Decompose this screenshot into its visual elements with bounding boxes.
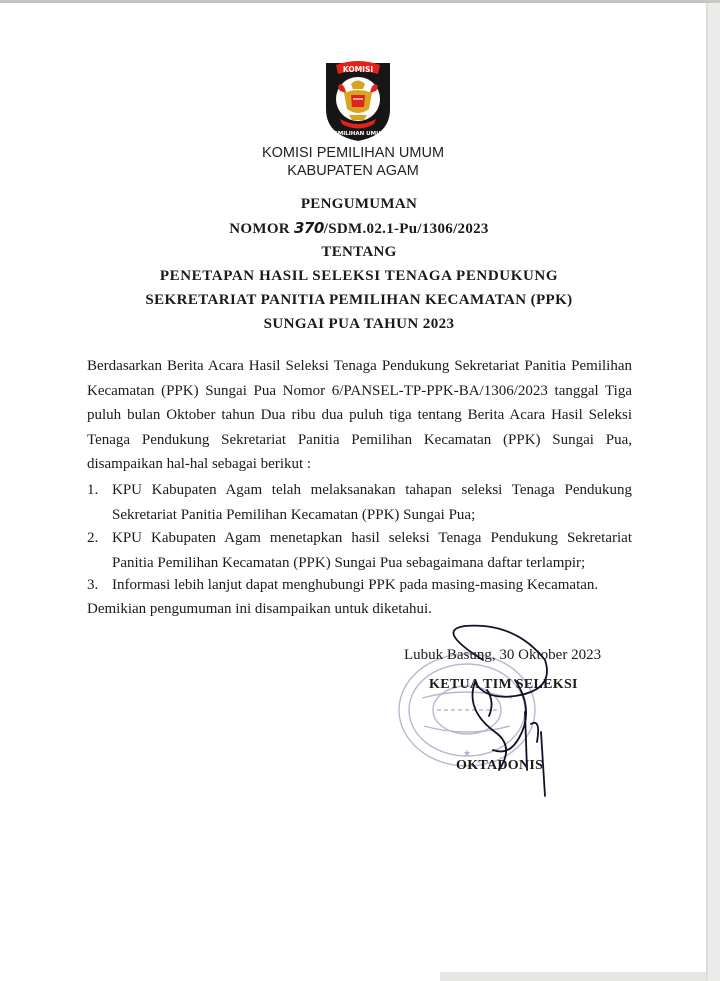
list-item: [87, 573, 632, 598]
list-item-number: 2.: [87, 530, 99, 546]
list-item-text: Informasi lebih lanjut dapat menghubungi PPK pada masing-masing Kecamatan.: [112, 577, 599, 593]
list-item-text: KPU Kabupaten Agam menetapkan hasil seleksi Tenaga Pendukung Sekretariat Panitia Pemilihan Kecamatan (PPK) Sungai Pua sebagaimana daftar terlampir;: [112, 530, 632, 571]
svg-text:★: ★: [462, 749, 472, 759]
subject-line-1: PENETAPAN HASIL SELEKSI TENAGA PENDUKUNG: [159, 268, 559, 284]
document-title: PENGUMUMAN: [300, 196, 418, 212]
list-item-number: 1.: [87, 482, 99, 498]
kpu-emblem-icon: [322, 57, 394, 143]
list-item-text: KPU Kabupaten Agam telah melaksanakan tahapan seleksi Tenaga Pendukung Sekretariat Panitia Pemilihan Kecamatan (PPK) Sungai Pua;: [112, 482, 632, 523]
organization-name: KOMISI PEMILIHAN UMUM: [261, 145, 445, 161]
logo-bottom-text: PEMILIHAN UMUM: [329, 131, 387, 137]
signatory-role: KETUA TIM SELEKSI: [429, 677, 578, 692]
subject-line-2: SEKRETARIAT PANITIA PEMILIHAN KECAMATAN (PPK): [145, 292, 573, 308]
intro-paragraph: Berdasarkan Berita Acara Hasil Seleksi Tenaga Pendukung Sekretariat Panitia Pemilihan Kecamatan (PPK) Sungai Pua Nomor 6/PANSEL-TP-PPK-BA/1306/2023 tanggal Tiga puluh bulan Oktober tahun Dua ribu dua puluh tiga tentang Berita Acara Hasil Seleksi Tenaga Pendukung Sekretariat Panitia Pemilihan Kecamatan (PPK) Sungai Pua, disampaikan hal-hal sebagai berikut :: [87, 358, 632, 472]
closing-statement: Demikian pengumuman ini disampaikan untuk diketahui.: [87, 601, 432, 617]
list-item: [87, 526, 632, 575]
place-date: Lubuk Basung, 30 Oktober 2023: [404, 647, 602, 663]
number-suffix: /SDM.02.1-Pu/1306/2023: [323, 221, 489, 237]
list-item-number: 3.: [87, 577, 99, 593]
about-label: TENTANG: [321, 244, 397, 260]
handwritten-signature-icon: [395, 620, 565, 800]
page-edge-shadow: [706, 3, 720, 981]
document-number: [0, 219, 718, 238]
number-handwritten: 370: [293, 219, 324, 237]
signatory-name: OKTADONIS: [456, 758, 544, 773]
number-prefix: NOMOR: [229, 221, 294, 237]
organization-region: KABUPATEN AGAM: [287, 163, 419, 179]
list-item: [87, 478, 632, 527]
subject-line-3: SUNGAI PUA TAHUN 2023: [263, 316, 455, 332]
logo-top-text: KOMISI: [342, 65, 374, 74]
page-bottom-shadow: [440, 972, 706, 981]
